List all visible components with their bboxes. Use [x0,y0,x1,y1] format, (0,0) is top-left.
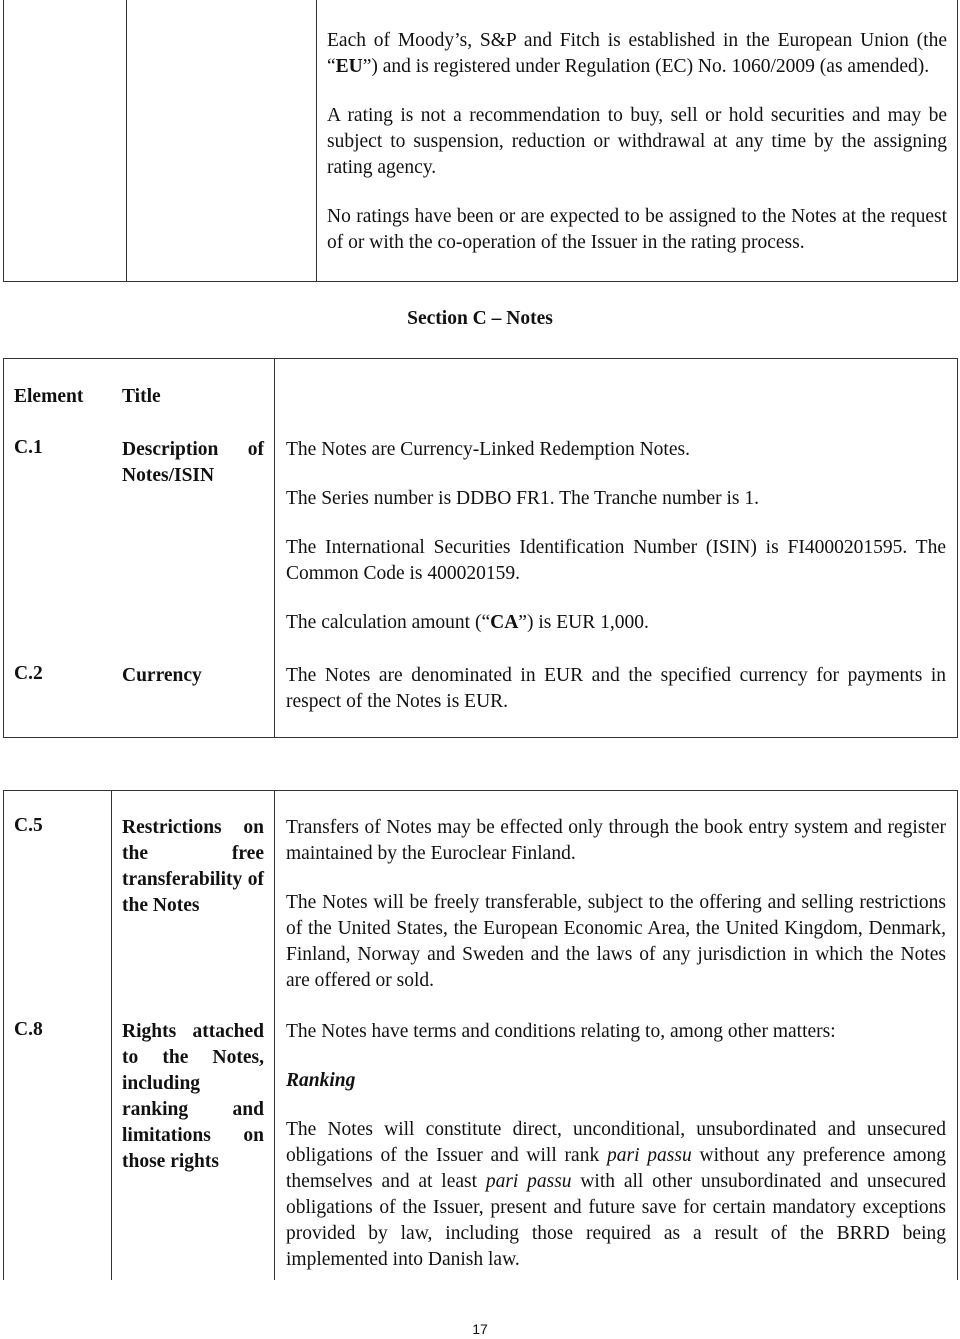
subheading-ranking: Ranking [286,1070,356,1091]
column-divider [126,0,127,281]
paragraph: The Notes have terms and conditions relating to, among other matters: [286,1021,836,1042]
column-divider [316,0,317,281]
page-number: 17 [472,1321,488,1337]
paragraph: No ratings have been or are expected to be assigned to the Notes at the request of or with the co-operation of the Issuer in the rating process. [327,206,947,253]
row-title: Rights attached to the Notes, including ranking and limitations on those rights [122,1021,264,1172]
header-title: Title [122,386,161,407]
row-content [286,437,946,659]
paragraph: The Notes are Currency-Linked Redemption Notes. [286,439,690,460]
paragraph: Each of Moody’s, S&P and Fitch is established in the European Union (the “EU”) and is registered under Regulation (EC) No. 1060/2009 (as amended). [327,30,947,77]
column-divider [111,791,112,1280]
top-continuation-table [3,0,958,282]
row-content [286,1019,946,1296]
element-id: C.1 [14,437,43,458]
row-content [286,663,946,738]
rating-disclosure-text [327,28,947,279]
column-divider [274,791,275,1280]
paragraph: Transfers of Notes may be effected only through the book entry system and register maintained by the Euroclear Finland. [286,817,946,864]
row-title: Description of Notes/ISIN [122,439,264,486]
element-id: C.5 [14,815,43,836]
paragraph: The International Securities Identification Number (ISIN) is FI4000201595. The Common Code is 400020159. [286,537,946,584]
row-title: Currency [122,665,202,686]
paragraph: The Notes are denominated in EUR and the specified currency for payments in respect of the Notes is EUR. [286,665,946,712]
notes-table [3,358,958,738]
paragraph: A rating is not a recommendation to buy, sell or hold securities and may be subject to suspension, reduction or withdrawal at any time by the assigning rating agency. [327,105,947,178]
notes-table-continued [3,790,958,1280]
header-element: Element [14,386,84,407]
paragraph: The Series number is DDBO FR1. The Tranche number is 1. [286,488,760,509]
column-divider [274,359,275,737]
paragraph: The Notes will be freely transferable, subject to the offering and selling restrictions of the United States, the European Economic Area, the United Kingdom, Denmark, Finland, Norway and Sweden and the laws of any jurisdiction in which the Notes are offered or sold. [286,892,946,991]
row-content [286,815,946,1017]
paragraph: The Notes will constitute direct, unconditional, unsubordinated and unsecured obligations of the Issuer and will rank pari passu without any preference among themselves and at least pari passu with all other unsubordinated and unsecured obligations of the Issuer, present and future save for certain mandatory exceptions provided by law, including those required as a result of the BRRD being implemented into Danish law. [286,1119,946,1270]
row-title: Restrictions on the free transferability of the Notes [122,817,264,916]
element-id: C.8 [14,1019,43,1040]
paragraph: The calculation amount (“CA”) is EUR 1,000. [286,612,649,633]
section-heading: Section C – Notes [407,308,553,329]
element-id: C.2 [14,663,43,684]
